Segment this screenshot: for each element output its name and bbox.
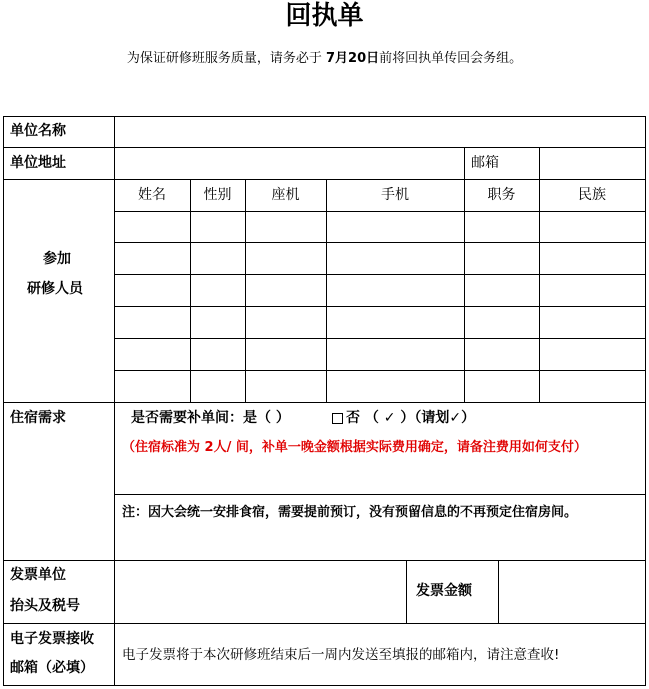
page-title: 回执单	[285, 1, 364, 31]
participant-row[interactable]	[115, 275, 645, 306]
postcode-field[interactable]	[541, 149, 644, 178]
participants-label-line2: 研修人员	[27, 281, 83, 297]
column-header-gender: 性别	[203, 187, 232, 203]
lodging-no-checkbox[interactable]	[332, 413, 343, 424]
unit-address-field[interactable]	[116, 149, 463, 178]
participant-row[interactable]	[115, 212, 645, 242]
invoice-amount-label: 发票金额	[416, 583, 472, 599]
participants-label-line1: 参加	[43, 251, 71, 267]
invoice-label-line2: 抬头及税号	[10, 598, 80, 614]
participant-row[interactable]	[115, 307, 645, 338]
unit-name-field[interactable]	[116, 118, 644, 146]
lodging-note: 注：因大会统一安排食宿，需要提前预订，没有预留信息的不再预定住宿房间。	[122, 505, 578, 520]
unit-name-label: 单位名称	[10, 123, 66, 139]
column-header-ethnicity: 民族	[578, 187, 606, 203]
invoice-title-field[interactable]	[116, 562, 405, 622]
column-header-position: 职务	[487, 187, 516, 203]
subtitle-before: 为保证研修班服务质量，请务必于	[126, 51, 326, 66]
column-header-landline: 座机	[271, 187, 300, 203]
lodging-label: 住宿需求	[10, 410, 66, 426]
participant-row[interactable]	[115, 371, 645, 402]
lodging-no-option: 否 （ ✓ ）（请划✓）	[346, 410, 476, 426]
lodging-red-note: （住宿标准为 2人/ 间，补单一晚金额根据实际费用确定，请备注费用如何支付）	[122, 440, 587, 455]
column-header-mobile: 手机	[381, 187, 409, 203]
einvoice-label-line1: 电子发票接收	[10, 631, 94, 647]
invoice-label-line1: 发票单位	[10, 567, 66, 583]
participant-row[interactable]	[115, 339, 645, 370]
lodging-question: 是否需要补单间：是（ ）	[131, 410, 290, 426]
participant-row[interactable]	[115, 243, 645, 274]
subtitle	[0, 50, 649, 68]
column-header-name: 姓名	[138, 187, 166, 203]
einvoice-label-line2: 邮箱（必填）	[10, 660, 94, 676]
postcode-label: 邮箱	[471, 155, 499, 171]
einvoice-note: 电子发票将于本次研修班结束后一周内发送至填报的邮箱内，请注意查收!	[122, 647, 560, 663]
invoice-amount-field[interactable]	[500, 562, 644, 622]
unit-address-label: 单位地址	[10, 155, 66, 171]
subtitle-after: 前将回执单传回会务组。	[379, 51, 523, 66]
subtitle-date: 7月20日	[325, 51, 380, 66]
